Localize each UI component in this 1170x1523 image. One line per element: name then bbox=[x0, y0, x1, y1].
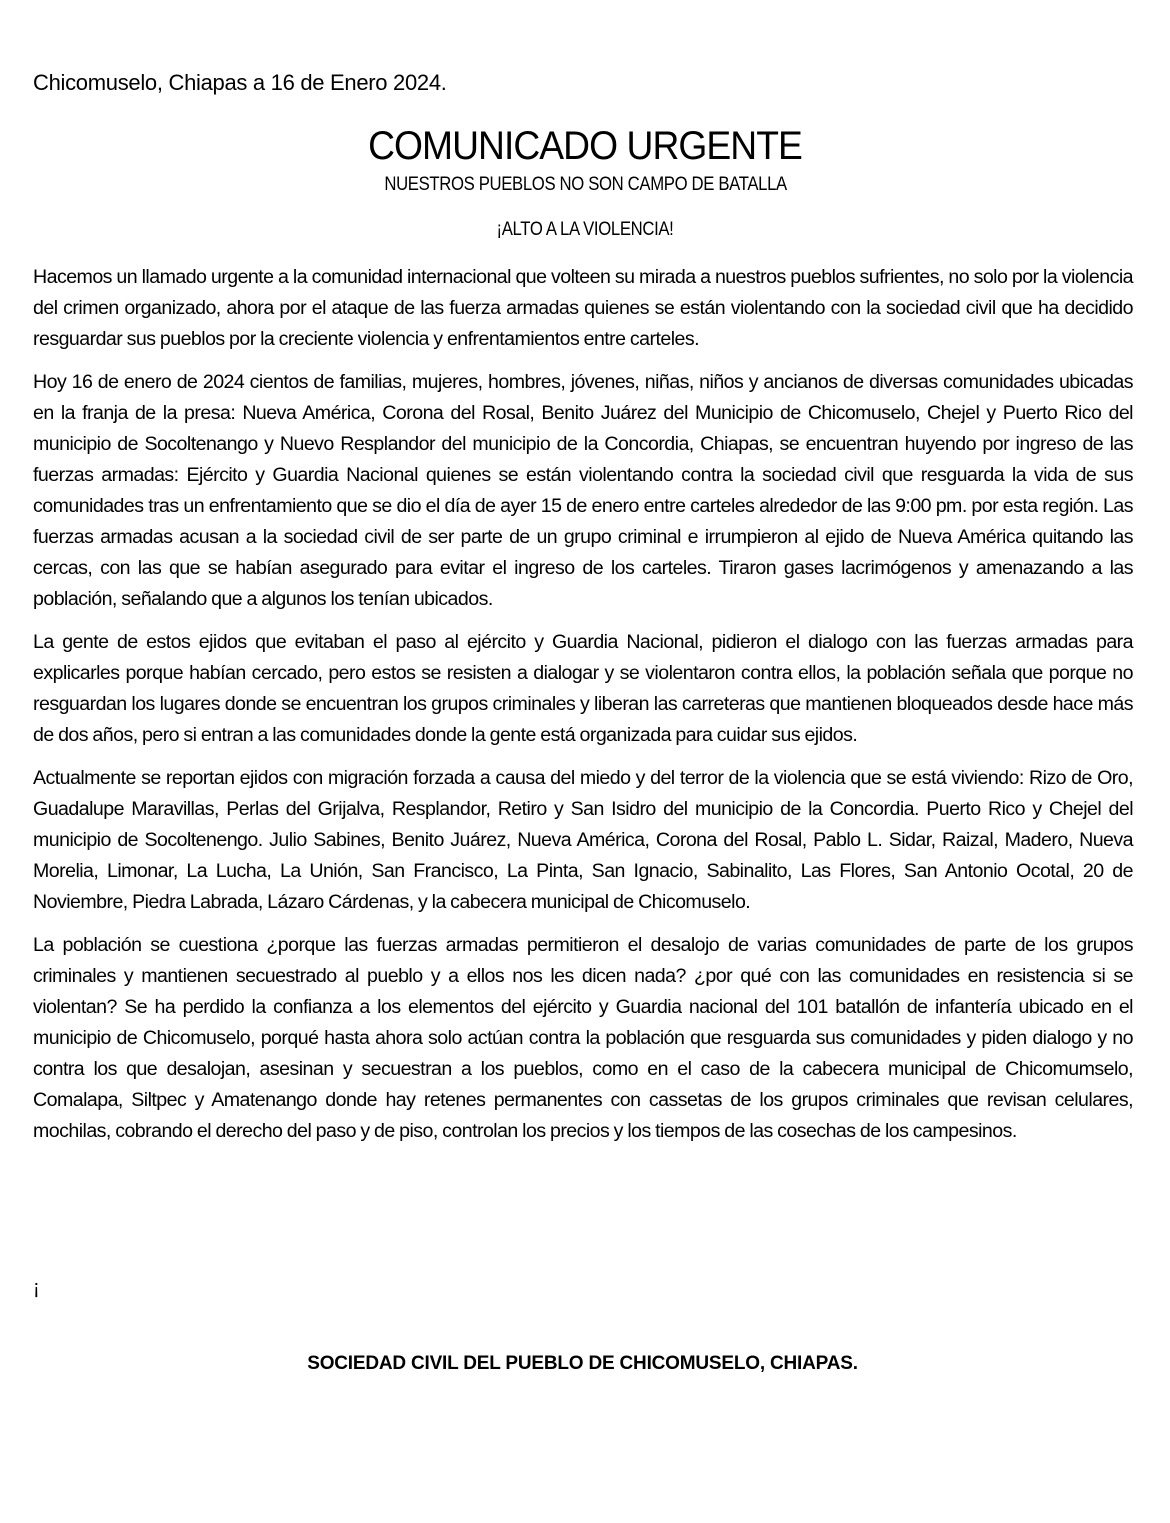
paragraph-questions: La población se cuestiona ¿porque las fuerzas armadas permitieron el desalojo de varias comunidades de parte de los grupos criminales y mantienen secuestrado al pueblo y a ellos nos les dicen nada? ¿por qué con las comunidades en resistencia si se violentan? Se ha perdido la confianza a los elementos del ejército y Guardia nacional del 101 batallón de infantería ubicado en el municipio de Chicomuselo, porqué hasta ahora solo actúan contra la población que resguarda sus comunidades y piden dialogo y no contra los que desalojan, asesinan y secuestran a los pueblos, como en el caso de la cabecera municipal de Chicomumselo, Comalapa, Siltpec y Amatenango donde hay retenes permanentes con cassetas de los grupos criminales que revisan celulares, mochilas, cobrando el derecho del paso y de piso, controlan los precios y los tiempos de las cosechas de los campesinos. bbox=[33, 934, 1133, 1142]
signature: SOCIEDAD CIVIL DEL PUEBLO DE CHICOMUSELO, CHIAPAS. bbox=[307, 1353, 858, 1374]
paragraph-displaced-communities: Actualmente se reportan ejidos con migración forzada a causa del miedo y del terror de la violencia que se está viviendo: Rizo de Oro, Guadalupe Maravillas, Perlas del Grijalva, Resplandor, Retiro y San Isidro del municipio de la Concordia. Puerto Rico y Chejel del municipio de Socoltenengo. Julio Sabines, Benito Juárez, Nueva América, Corona del Rosal, Pablo L. Sidar, Raizal, Madero, Nueva Morelia, Limonar, La Lucha, La Unión, San Francisco, La Pinta, San Ignacio, Sabinalito, Las Flores, San Antonio Ocotal, 20 de Noviembre, Piedra Labrada, Lázaro Cárdenas, y la cabecera municipal de Chicomuselo. bbox=[33, 767, 1133, 913]
paragraph-events: Hoy 16 de enero de 2024 cientos de familias, mujeres, hombres, jóvenes, niñas, niños y ancianos de diversas comunidades ubicadas en la franja de la presa: Nueva América, Corona del Rosal, Benito Juárez del Municipio de Chicomuselo, Chejel y Puerto Rico del municipio de Socoltenango y Nuevo Resplandor del municipio de la Concordia, Chiapas, se encuentran huyendo por ingreso de las fuerzas armadas: Ejército y Guardia Nacional quienes se están violentando contra la sociedad civil que resguarda la vida de sus comunidades tras un enfrentamiento que se dio el día de ayer 15 de enero entre carteles alrededor de las 9:00 pm. por esta región. Las fuerzas armadas acusan a la sociedad civil de ser parte de un grupo criminal e irrumpieron al ejido de Nueva América quitando las cercas, con las que se habían asegurado para evitar el ingreso de los carteles. Tiraron gases lacrimógenos y amenazando a las población, señalando que a algunos los tenían ubicados. bbox=[33, 371, 1133, 610]
document-subtitle: NUESTROS PUEBLOS NO SON CAMPO DE BATALLA bbox=[384, 174, 787, 195]
slogan: ¡ALTO A LA VIOLENCIA! bbox=[496, 219, 674, 240]
paragraph-dialogue: La gente de estos ejidos que evitaban el paso al ejército y Guardia Nacional, pidieron el dialogo con las fuerzas armadas para explicarles porque habían cercado, pero estos se resisten a dialogar y se violentaron contra ellos, la población señala que porque no resguardan los lugares donde se encuentran los grupos criminales y liberan las carreteras que mantienen bloqueados desde hace más de dos años, pero si entran a las comunidades donde la gente está organizada para cuidar sus ejidos. bbox=[33, 631, 1133, 746]
paragraph-appeal: Hacemos un llamado urgente a la comunidad internacional que volteen su mirada a nuestros pueblos sufrientes, no solo por la violencia del crimen organizado, ahora por el ataque de las fuerza armadas quienes se están violentando con la sociedad civil que ha decidido resguardar sus pueblos por la creciente violencia y enfrentamientos entre carteles. bbox=[33, 266, 1133, 350]
document-body bbox=[33, 262, 1133, 1159]
dateline: Chicomuselo, Chiapas a 16 de Enero 2024. bbox=[33, 70, 447, 95]
document-title: COMUNICADO URGENTE bbox=[368, 124, 802, 168]
stray-mark: ¡ bbox=[33, 1277, 40, 1299]
